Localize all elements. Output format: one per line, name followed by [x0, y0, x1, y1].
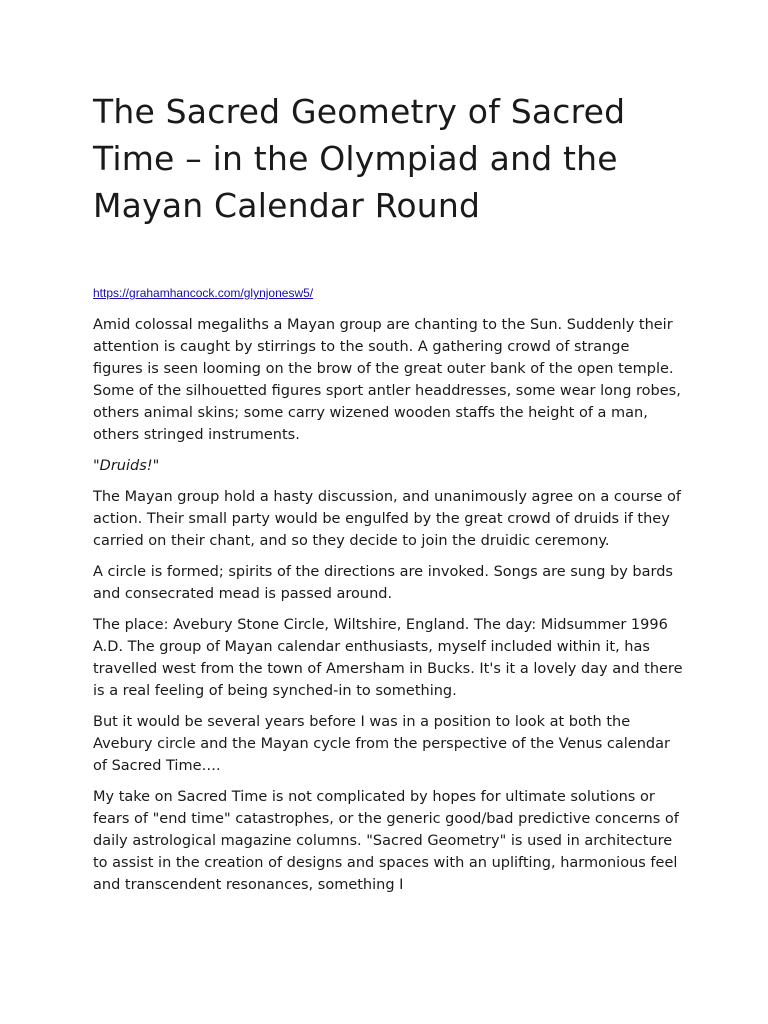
paragraph: The Mayan group hold a hasty discussion, and unanimously agree on a course of action. Their small party would be engulfed by the great crowd of druids if they carried on their chant, and so they decide to join the druidic ceremony.	[93, 489, 681, 549]
source-link[interactable]: https://grahamhancock.com/glynjonesw5/	[93, 286, 314, 300]
paragraph: Amid colossal megaliths a Mayan group are chanting to the Sun. Suddenly their attention is caught by stirrings to the south. A gathering crowd of strange figures is seen looming on the brow of the great outer bank of the open temple. Some of the silhouetted figures sport antler headdresses, some wear long robes, others animal skins; some carry wizened wooden staffs the height of a man, others stringed instruments.	[93, 317, 681, 443]
document-page	[93, 88, 683, 905]
document-title: The Sacred Geometry of Sacred Time – in the Olympiad and the Mayan Calendar Round	[93, 92, 626, 225]
document-body	[93, 314, 683, 896]
paragraph: A circle is formed; spirits of the directions are invoked. Songs are sung by bards and consecrated mead is passed around.	[93, 564, 673, 602]
paragraph-quote: "Druids!"	[93, 458, 160, 474]
paragraph: The place: Avebury Stone Circle, Wiltshire, England. The day: Midsummer 1996 A.D. The group of Mayan calendar enthusiasts, myself included within it, has travelled west from the town of Amersham in Bucks. It's it a lovely day and there is a real feeling of being synched-in to something.	[93, 617, 683, 699]
paragraph: But it would be several years before I was in a position to look at both the Avebury circle and the Mayan cycle from the perspective of the Venus calendar of Sacred Time….	[93, 714, 670, 774]
paragraph: My take on Sacred Time is not complicated by hopes for ultimate solutions or fears of "end time" catastrophes, or the generic good/bad predictive concerns of daily astrological magazine columns. "Sacred Geometry" is used in architecture to assist in the creation of designs and spaces with an uplifting, harmonious feel and transcendent resonances, something I	[93, 789, 679, 893]
